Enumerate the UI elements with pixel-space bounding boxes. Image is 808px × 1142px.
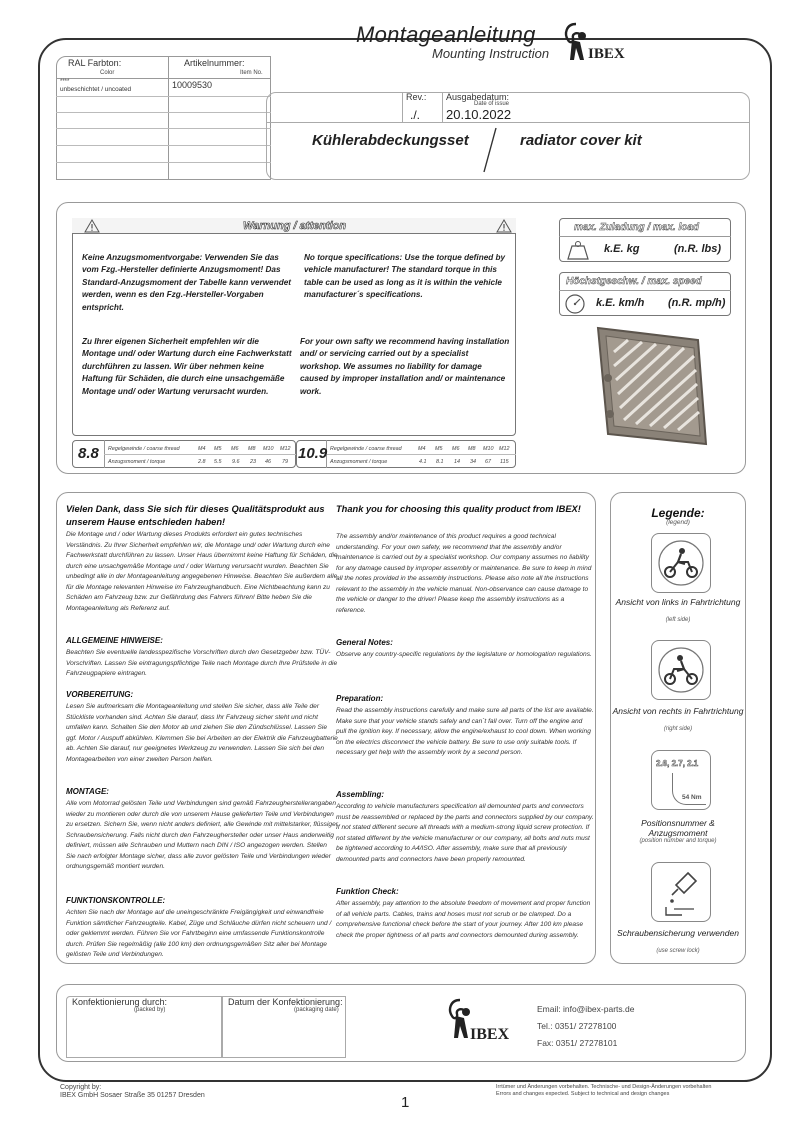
row-mark: **** [60, 79, 70, 85]
legend-icon-frame [651, 862, 711, 922]
legend-icon-frame [651, 750, 711, 810]
function-text-en: After assembly, pay attention to the absolute freedom of movement and proper function of all vehicle parts. Cables, trains and hoses must not scrub or be clamped. Do a comprehensive functional check before the start of your journey. After 100 km please check the proper tightness of all parts and connectors demounted during assembly. [336, 900, 591, 939]
slash-divider-icon [480, 124, 500, 176]
general-text-de: Beachten Sie eventuelle landesspezifische Vorschriften durch den Gesetzgeber bzw. TÜV-Vorschriften. Lassen Sie eintragungspflichtige Teile nach Montage durch Ihre Prüfstelle in die Fahrzeugpapiere eintragen. [66, 649, 338, 677]
warning-text-de-1: Keine Anzugsmomentvorgabe: Verwenden Sie das vom Fzg.-Hersteller definierte Anzugsmoment! Das Standard-Anzugsmoment der Tabelle kann verwendet werden, wenn es den Fzg.-Hersteller-Vorgaben entspricht. [82, 253, 291, 312]
legend-sublabel: (position number and torque) [639, 838, 717, 844]
page-title: Montageanleitung [356, 22, 536, 47]
torque-rule [104, 454, 296, 455]
mount-text-de: Alle vom Motorrad gelösten Teile und Verbindungen sind gemäß Fahrzeugherstellerangaben wieder zu montieren oder durch die von unserem Hause gelieferten Teile und Verbindungen zu ersetzen. Sichern Sie, wenn nicht anders definiert, alle Gewinde mit mittelstarker, flüssiger Schraubensicherung. Falls nicht durch den Fahrzeughersteller oder unser Haus anderweitig definiert, müssen alle Schrauben und Muttern nach DIN / ISO angezogen werden. Stellen Sie nach erfolgter Montage sicher, dass alle zuvor gelösten Teile und Verbindungen wieder ordnungsgemäß montiert wurden. [66, 800, 338, 870]
revision-divider [402, 92, 403, 122]
torque-value: 67 [485, 459, 491, 465]
torque-row-label: Anzugsmoment / torque [108, 459, 166, 465]
thread-size: M5 [214, 446, 222, 452]
thread-size: M4 [198, 446, 206, 452]
torque-rule [326, 454, 516, 455]
packing-date-label: Datum der Konfektionierung: [228, 997, 343, 1007]
copyright-address: IBEX GmbH Sosaer Straße 35 01257 Dresden [60, 1092, 205, 1099]
speedometer-icon [564, 293, 586, 315]
article-sublabel: Item No. [240, 70, 263, 76]
max-load-value: k.E. kg [604, 243, 640, 255]
torque-value: 2.8 [198, 459, 206, 465]
info-table-rule [56, 96, 271, 97]
function-text-de: Achten Sie nach der Montage auf die uneingeschränkte Freigängigkeit und einwandfreie Funktion sämtlicher Fahrzeugteile. Kabel, Züge und Schläuche dürfen nicht scheuern und / oder geklemmt werden. Führen Sie vor Fahrtbeginn eine umfassende Funktionskontrolle durch. Prüfen Sie regelmäßig (alle 100 km) den ordnungsgemäßen Sitz aller bei Montage gelösten Teile und Verbindungen. [66, 909, 332, 958]
prep-text-en: Read the assembly instructions carefully and make sure all parts of the list are available. Make sure that your vehicle stands safely and can´t fall over. Turn off the engine and pull the ignition key. If necessary, allow the engine/exhaust to cool down. When working on the electrics disconnect the vehicle battery. Be sure to use only suitable tools. If necessary get help with the assembly work by a second person. [336, 707, 594, 756]
general-heading-en: General Notes: [336, 638, 393, 647]
torque-value: 46 [265, 459, 271, 465]
torque-row-label: Regelgewinde / coarse thread [108, 446, 180, 452]
revision-divider [442, 92, 443, 122]
legend-subtitle: (legend) [666, 519, 690, 526]
legend-title: Legende: [651, 506, 705, 520]
intro-en: The assembly and/or maintenance of this product requires a good technical understanding. For your own safety, we recommend that the assembly and/or maintenance is carried out by a specialist workshop. Our company assumes no liability for any damage caused by improper assembly or maintenance. Be sure to keep in mind all the notes provided in the assembly instructions. Please also note all the instructions relevant to the assembly in the vehicle manual. Non-observance can cause damage to the vehicle or danger to the driver! Please keep the assembly instructions as a reference. [336, 533, 592, 614]
thread-size: M6 [231, 446, 239, 452]
article-value: 10009530 [172, 80, 213, 90]
thread-size: M8 [248, 446, 256, 452]
page-subtitle: Mounting Instruction [432, 46, 550, 61]
torque-value: 23 [250, 459, 256, 465]
legend-sublabel: (use screw lock) [656, 948, 700, 954]
torque-value: 79 [282, 459, 288, 465]
torque-row-label: Anzugsmoment / torque [330, 459, 388, 465]
thread-size: M10 [483, 446, 494, 452]
torque-value: 8.1 [436, 459, 444, 465]
warning-box [72, 218, 516, 436]
warning-text-en-2: For your own safty we recommend having installation and/ or servicing carried out by a specialist workshop. We assumes no liability for damage caused by improper installation and/ or maintenance work. [300, 337, 510, 396]
function-heading-de: FUNKTIONSKONTROLLE: [66, 896, 166, 905]
torque-grade: 10.9 [298, 445, 328, 462]
article-label: Artikelnummer: [184, 58, 245, 68]
info-table-rule [56, 78, 271, 79]
brand-logo-text: IBEX [588, 46, 625, 62]
date-value: 20.10.2022 [446, 107, 512, 122]
info-table-rule [56, 128, 271, 129]
revision-rule [266, 122, 750, 123]
product-title-en: radiator cover kit [520, 132, 642, 149]
thread-size: M10 [263, 446, 274, 452]
max-load-value-alt: (n.R. lbs) [674, 243, 722, 255]
contact-email: Email: info@ibex-parts.de [537, 1004, 635, 1014]
page-number: 1 [401, 1094, 410, 1111]
legend-sublabel: (left side) [665, 617, 691, 623]
thread-size: M5 [435, 446, 443, 452]
thanks-heading-en: Thank you for choosing this quality product from IBEX! [336, 504, 581, 514]
weight-icon [566, 240, 590, 260]
legend-icon-frame [651, 533, 711, 593]
max-load-title: max. Zuladung / max. load [574, 222, 700, 233]
legend-label: Ansicht von rechts in Fahrtrichtung [612, 706, 744, 716]
ral-label: RAL Farbton: [68, 58, 122, 68]
product-title-de: Kühlerabdeckungsset [312, 132, 469, 149]
copyright-label: Copyright by: [60, 1084, 102, 1091]
contact-phone: Tel.: 0351/ 27278100 [537, 1021, 617, 1031]
prep-heading-de: VORBEREITUNG: [66, 690, 134, 699]
ral-sublabel: Color [100, 70, 115, 76]
intro-de: Die Montage und / oder Wartung dieses Produkts erfordert ein gutes technisches Verständnis. Zu Ihrer Sicherheit empfehlen wir, die Montage und/ oder Wartung durch eine Fachwerkstatt durchführen zu lassen. Unser Haus übernimmt keine Haftung für Schäden, die durch eine unsachgemäße Montage und / oder Wartung verursacht wurden. Beachten Sie unbedingt alle in der Montageanleitung angegebenen Hinweise. Beachten Sie außerdem alle für die Montage relevanten Hinweise im Fahrzeughandbuch. Eine Nichtbeachtung kann zu Schäden am Fahrzeug bzw. zur Gefährdung des Fahrers führen! Bitte heben Sie die Montageanleitung als Referenz auf. [66, 531, 338, 612]
torque-value: 115 [500, 459, 509, 465]
position-torque: 54 Nm [682, 794, 702, 801]
contact-fax: Fax: 0351/ 27278101 [537, 1038, 618, 1048]
max-speed-title: Höchstgeschw. / max. speed [566, 276, 702, 287]
warning-text-en-1: No torque specifications: Use the torque defined by vehicle manufacturer! The standard torque in this table can be used as long as it is within the vehicle manufacturer´s specifications. [304, 253, 506, 300]
load-rule [559, 236, 731, 237]
torque-value: 14 [454, 459, 460, 465]
date-sublabel: Date of issue [474, 101, 510, 107]
max-speed-value-alt: (n.R. mp/h) [668, 297, 726, 309]
radiator-cover-product-image [588, 322, 712, 456]
thread-size: M6 [452, 446, 460, 452]
mount-heading-en: Assembling: [336, 790, 385, 799]
max-speed-value: k.E. km/h [596, 297, 645, 309]
legend-label: Schraubensicherung verwenden [617, 928, 739, 938]
torque-grade: 8.8 [78, 445, 99, 462]
thread-size: M8 [468, 446, 476, 452]
brand-logo-text: IBEX [470, 1026, 510, 1043]
general-heading-de: ALLGEMEINE HINWEISE: [66, 636, 163, 645]
info-table-rule [56, 112, 271, 113]
thread-size: M12 [499, 446, 510, 452]
packed-by-label: Konfektionierung durch: [72, 997, 168, 1007]
thanks-heading-de: Vielen Dank, dass Sie sich für dieses Qualitätsprodukt aus unserem Hause entschieden haben! [66, 504, 325, 527]
speed-rule [559, 290, 731, 291]
legend-label: Ansicht von links in Fahrtrichtung [615, 597, 741, 607]
packing-date-sublabel: (packaging date) [294, 1007, 339, 1013]
info-table-rule [56, 162, 271, 163]
general-text-en: Observe any country-specific regulations by the legislature or homologation regulations. [336, 651, 592, 658]
packed-by-sublabel: (packed by) [134, 1007, 166, 1013]
torque-row-label: Regelgewinde / coarse thread [330, 446, 402, 452]
legend-icon-frame [651, 640, 711, 700]
prep-text-de: Lesen Sie aufmerksam die Montageanleitung und stellen Sie sicher, dass alle Teile der Stückliste vorhanden sind. Achten Sie darauf, dass Ihr Fahrzeug sicher steht und nicht umfallen kann. Schalten Sie den Motor ab und ziehen Sie den Zündschlüssel. Lassen Sie ggf. Motor / Auspuff abkühlen. Klemmen Sie bei Arbeiten an der Elektrik die Fahrzeugbatterie ab. Achten Sie darauf, nur geeignetes Werkzeug zu verwenden. Lassen Sie sich bei den Montagearbeiten von einer zweiten Person helfen. [66, 703, 338, 763]
prep-heading-en: Preparation: [336, 694, 384, 703]
torque-value: 34 [470, 459, 476, 465]
torque-value: 4.1 [419, 459, 427, 465]
position-codes: 2.6, 2.7, 2.1 [656, 759, 699, 768]
motorcycle-right-icon [652, 641, 710, 699]
function-heading-en: Funktion Check: [336, 887, 399, 896]
legend-label: Positionsnummer & Anzugsmoment [641, 818, 715, 838]
rev-label: Rev.: [406, 92, 427, 102]
info-table-rule [56, 145, 271, 146]
mount-heading-de: MONTAGE: [66, 787, 109, 796]
disclaimer-de: Irrtümer und Änderungen vorbehalten. Technische- und Design-Änderungen vorbehalten [496, 1084, 712, 1090]
thread-size: M12 [280, 446, 291, 452]
warning-title: Warnung / attention [243, 220, 347, 232]
rev-value: ./. [410, 108, 421, 122]
warning-text-de-2: Zu Ihrer eigenen Sicherheit empfehlen wir die Montage und/ oder Wartung durch eine Fachwerkstatt durchführen zu lassen. Wir über nehmen keine Haftung für Schäden, die durch eine unsachgemäße Montage und/ oder Wartung verursacht wurden. [82, 337, 292, 396]
date-label: Ausgabedatum: [446, 92, 510, 102]
legend-sublabel: (right side) [663, 726, 693, 732]
torque-value: 9.6 [232, 459, 240, 465]
warning-triangle-icon [496, 219, 512, 233]
screw-lock-icon [652, 863, 710, 921]
disclaimer-en: Errors and changes expected. Subject to technical and design changes [496, 1091, 670, 1097]
torque-value: 5.5 [214, 459, 222, 465]
mount-text-en: According to vehicle manufacturers specification all demounted parts and connectors must be reassembled or replaced by the parts and connectors supplied by our company. If not stated different secure all threads with a medium-strong liquid screw protection. If not stated different by the vehicle manufacturer or our company, all bolts and nuts must be tightened according to A4/ISO. After assembly, make sure that all previously demounted parts and connectors have been properly remounted. [336, 803, 594, 863]
motorcycle-left-icon [652, 534, 710, 592]
color-value: unbeschichtet / uncoated [60, 86, 132, 93]
warning-triangle-icon [84, 219, 100, 233]
thread-size: M4 [418, 446, 426, 452]
